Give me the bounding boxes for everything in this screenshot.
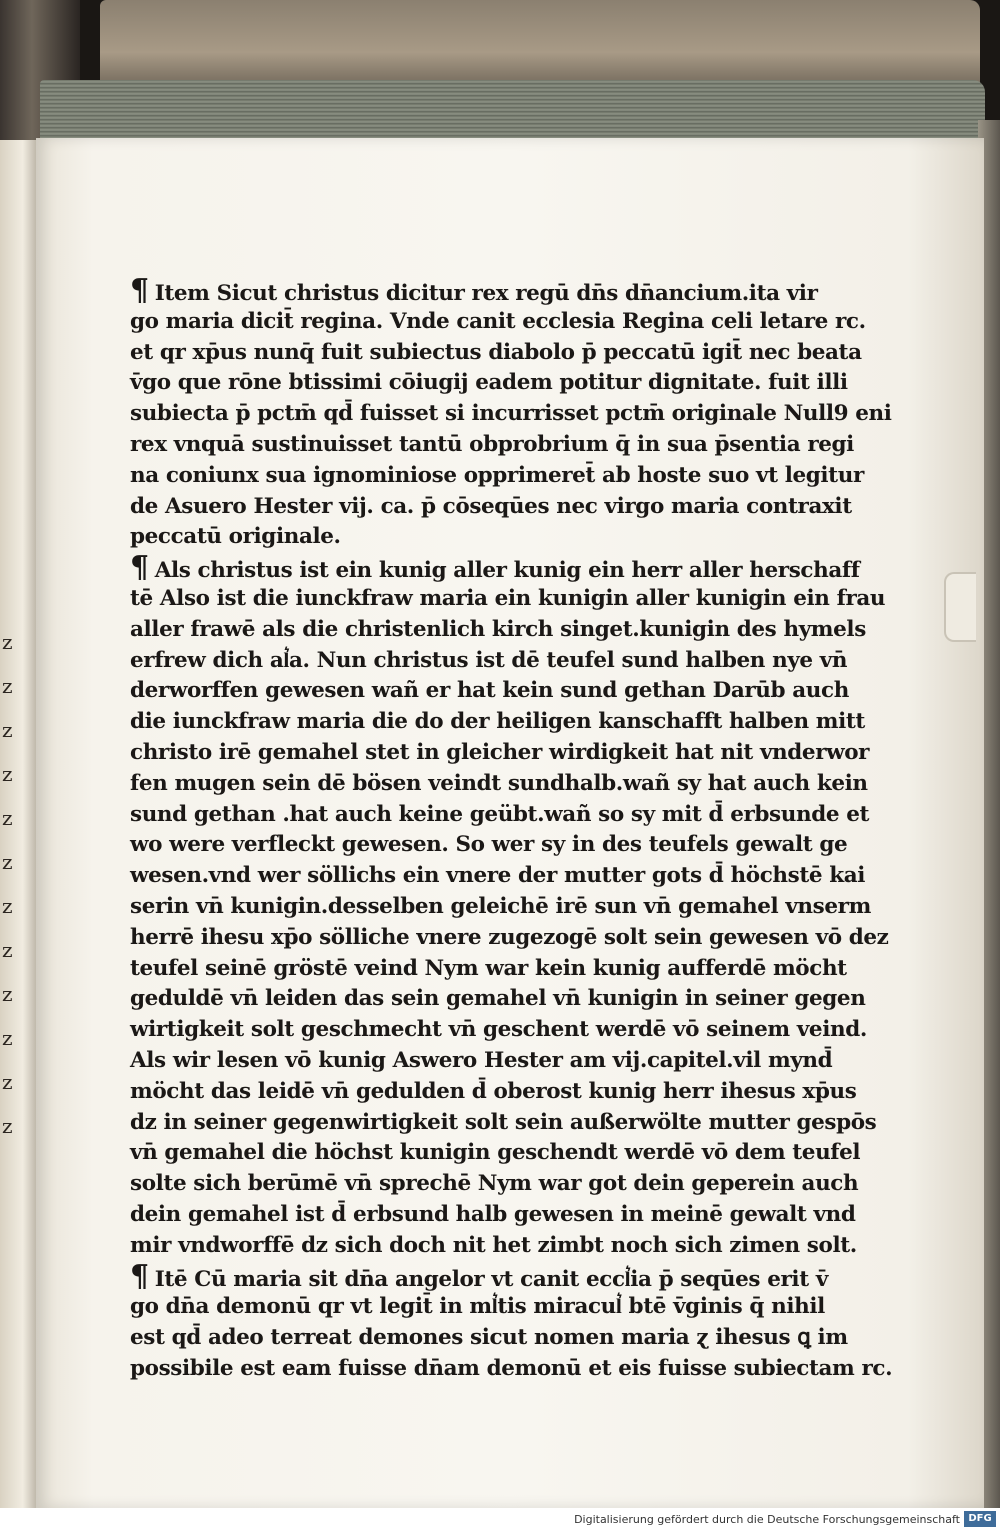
- left-page-sliver: [0, 140, 38, 1508]
- margin-mark: z: [2, 1070, 13, 1094]
- dfg-logo: DFG: [964, 1511, 996, 1527]
- text-line-content: serin vn̄ kunigin.desselben geleichē irē sun vn̄ gemahel vnserm: [130, 893, 871, 919]
- footer-bar: [0, 1508, 1000, 1531]
- text-line-content: derworffen gewesen wañ er hat kein sund gethan Darūb auch: [130, 678, 849, 704]
- text-line: [130, 1323, 848, 1354]
- text-line-content: wirtigkeit solt geschmecht vn̄ geschent werdē vō seinem veind.: [130, 1017, 867, 1043]
- text-line: [130, 550, 860, 586]
- text-line: [130, 861, 866, 892]
- text-line: [130, 368, 848, 399]
- margin-mark: z: [2, 894, 13, 918]
- text-line-content: peccatū originale.: [130, 524, 341, 550]
- page-edges: [40, 80, 985, 140]
- page-text: [130, 273, 893, 1385]
- text-line: [130, 1200, 856, 1231]
- text-line-content: subiecta p̄ pctm̄ qd̄ fuisset si incurrisset pctm̄ originale Null9 eni: [130, 401, 892, 427]
- text-line: [130, 1354, 893, 1385]
- text-line: [130, 1015, 867, 1046]
- text-line: [130, 1138, 861, 1169]
- margin-mark: z: [2, 674, 13, 698]
- margin-mark: z: [2, 806, 13, 830]
- text-line: [130, 1231, 857, 1262]
- text-line: [130, 738, 870, 769]
- text-line-content: v̄go que rōne btissimi cōiugij eadem potitur dignitate. fuit illi: [130, 370, 848, 396]
- text-line-content: fen mugen sein dē bösen veindt sundhalb.wañ sy hat auch kein: [130, 770, 868, 796]
- margin-mark: z: [2, 938, 13, 962]
- text-line-content: Itē Cū maria sit dn̄a angelor vt canit eccl͛ia p̄ seqūes erit v̄: [154, 1266, 828, 1292]
- paragraph-mark-icon: ¶: [130, 550, 149, 586]
- margin-marks: [2, 620, 32, 1148]
- text-line-content: möcht das leidē vn̄ gedulden d̄ oberost kunig herr ihesus xp̄us: [130, 1078, 857, 1104]
- text-line: [130, 676, 849, 707]
- text-line: [130, 769, 868, 800]
- text-line: [130, 1077, 857, 1108]
- margin-mark: z: [2, 982, 13, 1006]
- text-line: [130, 1292, 825, 1323]
- text-line-content: mir vndworffē dz sich doch nit het zimbt noch sich zimen solt.: [130, 1232, 857, 1258]
- text-line: [130, 273, 818, 308]
- text-line-content: Als christus ist ein kunig aller kunig ein herr aller herschaff: [154, 558, 860, 584]
- paragraph-mark-icon: ¶: [130, 273, 149, 308]
- text-line-content: erfrew dich al͛a. Nun christus ist dē teufel sund halben nye vn̄: [130, 647, 848, 673]
- margin-mark: z: [2, 762, 13, 786]
- text-line-content: sund gethan .hat auch keine geübt.wañ so sy mit d̄ erbsunde et: [130, 801, 870, 827]
- text-line-content: wesen.vnd wer söllichs ein vnere der mutter gots d̄ höchstē kai: [130, 863, 866, 889]
- text-line: [130, 338, 862, 369]
- text-line: [130, 399, 892, 430]
- text-line: [130, 615, 866, 646]
- text-line: [130, 800, 870, 831]
- margin-mark: z: [2, 850, 13, 874]
- text-line-content: possibile est eam fuisse dn̄am demonū et eis fuisse subiectam rc.: [130, 1355, 893, 1381]
- text-line-content: aller frawē als die christenlich kirch singet.kunigin des hymels: [130, 616, 866, 642]
- text-line: [130, 492, 852, 523]
- text-line-content: vn̄ gemahel die höchst kunigin geschendt werdē vō dem teufel: [130, 1140, 861, 1166]
- text-line: [130, 954, 847, 985]
- text-line-content: dz in seiner gegenwirtigkeit solt sein außerwölte mutter gespōs: [130, 1109, 877, 1135]
- text-line-content: rex vnquā sustinuisset tantū obprobrium q̄ in sua p̄sentia regi: [130, 431, 854, 457]
- text-line: [130, 984, 866, 1015]
- paragraph-mark-icon: ¶: [130, 1258, 149, 1294]
- page-tab-marker: [944, 572, 976, 642]
- text-line-content: solte sich berūmē vn̄ sprechē Nym war got dein geperein auch: [130, 1171, 859, 1197]
- text-line-content: go dn̄a demonū qr vt legit̄ in ml͛tis miracul͛ btē v̄ginis q̄ nihil: [130, 1294, 825, 1320]
- text-line: [130, 430, 854, 461]
- text-line-content: Item Sicut christus dicitur rex regū dn̄s dn̄ancium.ita vir: [154, 281, 818, 306]
- margin-mark: z: [2, 1026, 13, 1050]
- text-line-content: herrē ihesu xp̄o sölliche vnere zugezogē solt sein gewesen vō dez: [130, 924, 889, 950]
- text-line-content: de Asuero Hester vij. ca. p̄ cōseqūes nec virgo maria contraxit: [130, 493, 852, 519]
- text-line-content: dein gemahel ist d̄ erbsund halb gewesen in meinē gewalt vnd: [130, 1201, 856, 1227]
- text-line-content: teufel seinē gröstē veind Nym war kein kunig aufferdē möcht: [130, 955, 847, 981]
- text-line: [130, 461, 864, 492]
- text-line: [130, 892, 871, 923]
- text-line: [130, 1046, 833, 1077]
- text-line-content: die iunckfraw maria die do der heiligen kanschafft halben mitt: [130, 709, 865, 735]
- text-line: [130, 1108, 877, 1139]
- text-line: [130, 584, 886, 615]
- text-line: [130, 707, 865, 738]
- text-line-content: christo irē gemahel stet in gleicher wirdigkeit hat nit vnderwor: [130, 739, 870, 765]
- text-line-content: geduldē vn̄ leiden das sein gemahel vn̄ kunigin in seiner gegen: [130, 986, 866, 1012]
- text-line: [130, 830, 848, 861]
- footer-credit: Digitalisierung gefördert durch die Deutsche Forschungsgemeinschaft: [574, 1513, 960, 1526]
- text-line: [130, 1169, 859, 1200]
- text-line: [130, 923, 889, 954]
- text-line: [130, 522, 810, 553]
- text-line: [130, 307, 866, 338]
- text-line: [130, 646, 848, 677]
- margin-mark: z: [2, 718, 13, 742]
- margin-mark: z: [2, 630, 13, 654]
- text-line-content: wo were verfleckt gewesen. So wer sy in des teufels gewalt ge: [130, 832, 848, 858]
- text-line-content: go maria dicit̄ regina. Vnde canit ecclesia Regina celi letare rc.: [130, 308, 866, 334]
- margin-mark: z: [2, 1114, 13, 1138]
- text-line-content: tē Also ist die iunckfraw maria ein kunigin aller kunigin ein frau: [130, 585, 886, 611]
- text-line: [130, 1258, 828, 1294]
- text-line-content: na coniunx sua ignominiose opprimeret̄ ab hoste suo vt legitur: [130, 462, 864, 488]
- text-line-content: Als wir lesen vō kunig Aswero Hester am vij.capitel.vil mynd̄: [130, 1047, 833, 1073]
- text-line-content: et qr xp̄us nunq̄ fuit subiectus diabolo p̄ peccatū igit̄ nec beata: [130, 339, 862, 365]
- text-line-content: est qd̄ adeo terreat demones sicut nomen maria ɀ ihesus ꝗ im: [130, 1325, 848, 1351]
